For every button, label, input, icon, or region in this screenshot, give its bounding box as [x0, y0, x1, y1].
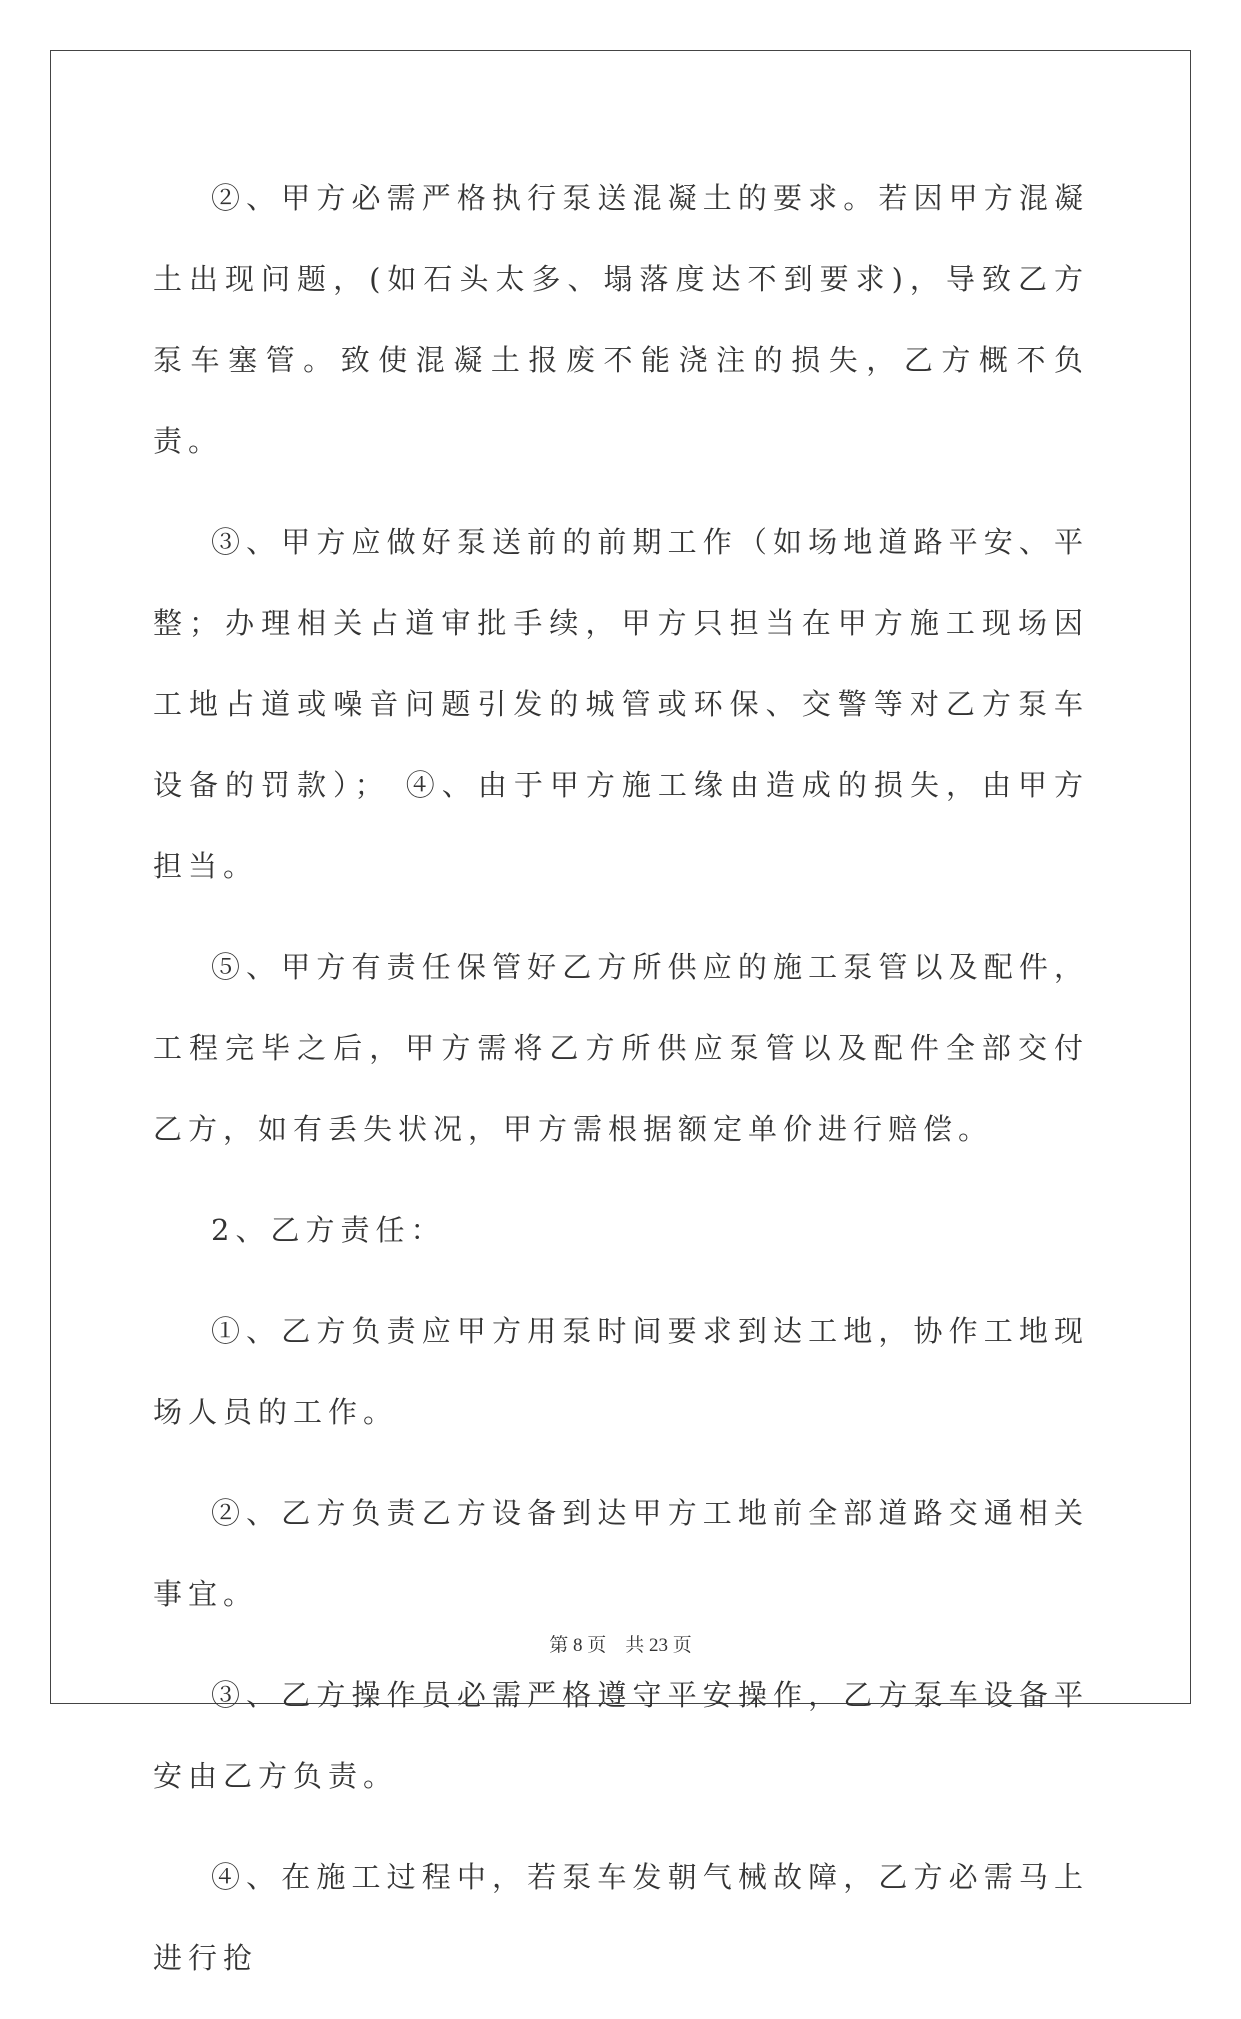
- paragraph-7: ③、乙方操作员必需严格遵守平安操作，乙方泵车设备平安由乙方负责。: [153, 1678, 1089, 1793]
- paragraph-4: 2、乙方责任：: [211, 1213, 446, 1247]
- paragraph-5: ①、乙方负责应甲方用泵时间要求到达工地，协作工地现场人员的工作。: [153, 1314, 1089, 1429]
- paragraph-3: ⑤、甲方有责任保管好乙方所供应的施工泵管以及配件，工程完毕之后，甲方需将乙方所供应泵管以及配件全部交付乙方，如有丢失状况，甲方需根据额定单价进行赔偿。: [153, 950, 1089, 1146]
- paragraph-1: ②、甲方必需严格执行泵送混凝土的要求。若因甲方混凝土出现问题，(如石头太多、塌落度达不到要求)，导致乙方泵车塞管。致使混凝土报废不能浇注的损失，乙方概不负责。: [153, 181, 1089, 458]
- paragraph-8: ④、在施工过程中，若泵车发朝气械故障，乙方必需马上进行抢: [153, 1860, 1089, 1975]
- document-body: [153, 158, 1089, 2019]
- paragraph-2: ③、甲方应做好泵送前的前期工作（如场地道路平安、平整；办理相关占道审批手续，甲方只担当在甲方施工现场因工地占道或噪音问题引发的城管或环保、交警等对乙方泵车设备的罚款）； ④、由于甲方施工缘由造成的损失，由甲方担当。: [153, 525, 1089, 883]
- page-number-footer: 第 8 页 共 23 页: [549, 1635, 692, 1656]
- paragraph-6: ②、乙方负责乙方设备到达甲方工地前全部道路交通相关事宜。: [153, 1496, 1089, 1611]
